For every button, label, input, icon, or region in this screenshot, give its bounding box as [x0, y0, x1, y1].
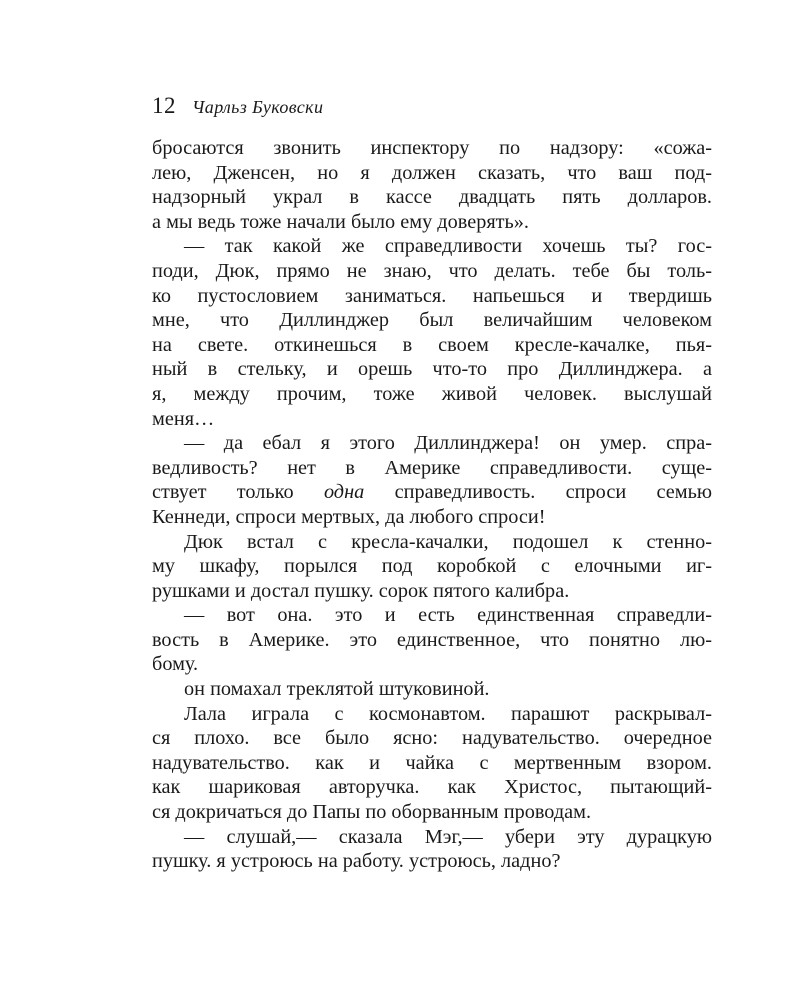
text-line: ный в стельку, и орешь что-то про Диллинджера. а	[152, 358, 712, 381]
text-line: надувательство. как и чайка с мертвенным взором.	[152, 751, 712, 774]
text-line: ся докричаться до Папы по оборванным проводам.	[152, 801, 592, 824]
text-line: поди, Дюк, прямо не знаю, что делать. тебе бы толь-	[152, 259, 712, 282]
text-line: Дюк встал с кресла-качалки, подошел к стенно-	[184, 530, 712, 553]
text-segment: ствует только	[152, 481, 324, 504]
text-line: ко пустословием заниматься. напьешься и твердишь	[152, 284, 712, 307]
text-line: Кеннеди, спроси мертвых, да любого спроси!	[152, 505, 546, 528]
page-number: 12	[152, 93, 176, 118]
text-line: — вот она. это и есть единственная справедли-	[184, 604, 712, 627]
text-line: ся плохо. все было ясно: надувательство. очередное	[152, 727, 712, 750]
text-line: — так какой же справедливости хочешь ты? гос-	[184, 235, 712, 258]
text-line: бому.	[152, 653, 199, 676]
text-line	[152, 480, 712, 505]
text-line: надзорный украл в кассе двадцать пять долларов.	[152, 186, 712, 209]
text-line: а мы ведь тоже начали было ему доверять».	[152, 210, 529, 233]
text-segment: справедливость. спроси семью	[364, 481, 712, 504]
running-title: Чарльз Буковски	[192, 97, 324, 117]
text-line: мне, что Диллинджер был величайшим человеком	[152, 309, 712, 332]
text-line: как шариковая авторучка. как Христос, пытающий-	[152, 776, 712, 799]
text-line: Лала играла с космонавтом. парашют раскрывал-	[184, 702, 712, 725]
text-line: на свете. откинешься в своем кресле-качалке, пья-	[152, 333, 712, 356]
running-head	[152, 93, 323, 123]
text-line: — слушай,— сказала Мэг,— убери эту дурацкую	[184, 825, 712, 848]
italic-emphasis: одна	[323, 481, 365, 504]
text-line: лею, Дженсен, но я должен сказать, что ваш под-	[152, 161, 712, 184]
text-line: рушками и достал пушку. сорок пятого калибра.	[152, 579, 570, 602]
text-line: ведливость? нет в Америке справедливости. суще-	[152, 456, 712, 479]
text-line: я, между прочим, тоже живой человек. выслушай	[152, 382, 712, 405]
text-line: вость в Америке. это единственное, что понятно лю-	[152, 628, 712, 651]
text-line: бросаются звонить инспектору по надзору: «сожа-	[152, 137, 712, 159]
text-line: му шкафу, порылся под коробкой с елочными иг-	[152, 555, 712, 578]
body-text	[152, 136, 712, 874]
text-line: — да ебал я этого Диллинджера! он умер. спра-	[184, 432, 712, 455]
text-line: он помахал треклятой штуковиной.	[184, 678, 490, 701]
text-line: меня…	[152, 407, 215, 430]
text-line: пушку. я устроюсь на работу. устроюсь, ладно?	[152, 850, 561, 873]
